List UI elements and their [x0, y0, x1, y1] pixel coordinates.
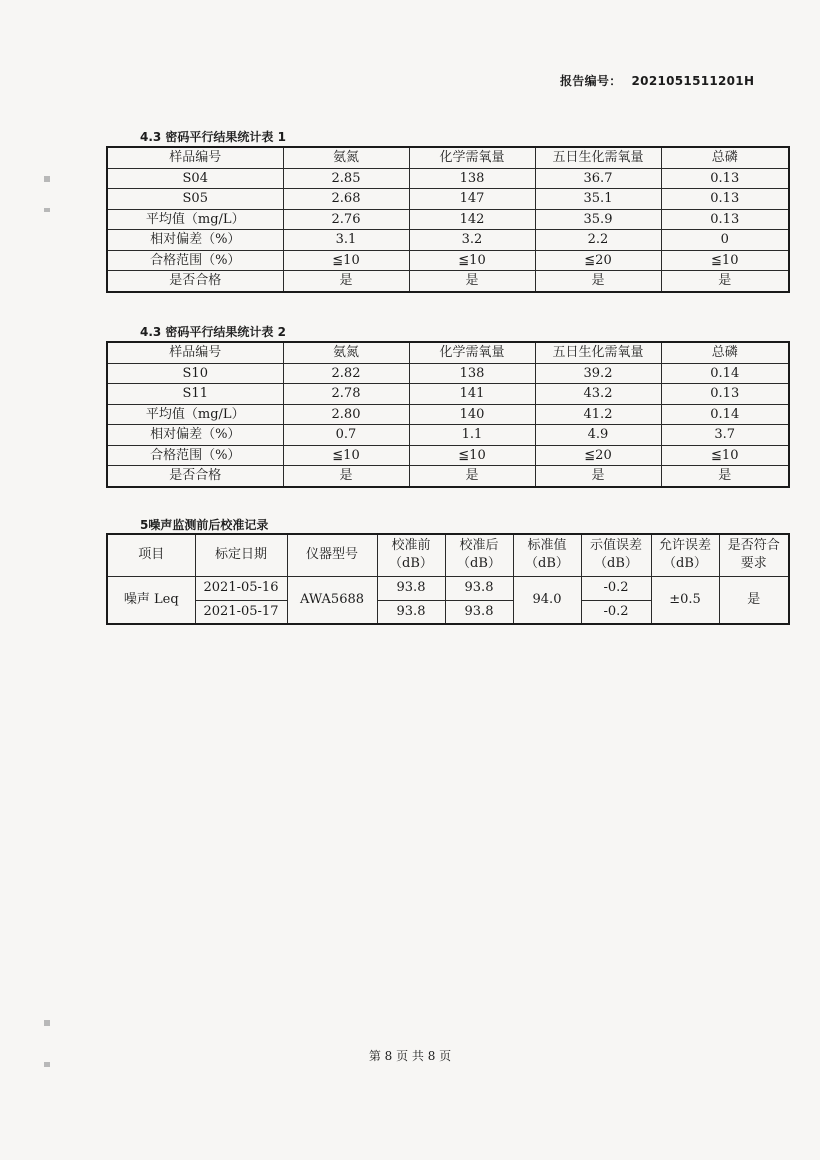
scan-mark	[44, 208, 50, 212]
table-cell: 0.13	[661, 209, 789, 230]
table-row	[107, 384, 789, 405]
table-row	[107, 466, 789, 487]
table3-header-cell: 项目	[107, 534, 195, 576]
table-cell: 147	[409, 189, 535, 210]
table-cell: 35.1	[535, 189, 661, 210]
table-cell: 0.14	[661, 404, 789, 425]
table-row	[107, 271, 789, 292]
table-cell: 0.13	[661, 168, 789, 189]
table-cell: 合格范围（%）	[107, 445, 283, 466]
table3-header-cell: 是否符合要求	[719, 534, 789, 576]
table-cell: 是	[535, 466, 661, 487]
table-row	[107, 445, 789, 466]
table3-header-cell: 仪器型号	[287, 534, 377, 576]
table-cell: ≦20	[535, 445, 661, 466]
table-row	[107, 250, 789, 271]
table1	[106, 146, 790, 293]
table2-header-cell: 样品编号	[107, 342, 283, 363]
table-cell: ≦10	[283, 250, 409, 271]
table-cell: 41.2	[535, 404, 661, 425]
table-cell: S04	[107, 168, 283, 189]
table-cell: 是	[661, 466, 789, 487]
table-cell: 93.8	[377, 576, 445, 600]
table-cell: ≦10	[661, 445, 789, 466]
table-row	[107, 189, 789, 210]
table-row	[107, 168, 789, 189]
table-cell: ±0.5	[651, 576, 719, 624]
table1-header-cell: 五日生化需氧量	[535, 147, 661, 168]
table-cell: 3.2	[409, 230, 535, 251]
table-cell: 2.76	[283, 209, 409, 230]
table-cell: 39.2	[535, 363, 661, 384]
table2-header-cell: 五日生化需氧量	[535, 342, 661, 363]
table-cell: 是	[719, 576, 789, 624]
table-cell: S10	[107, 363, 283, 384]
table-cell: 是否合格	[107, 466, 283, 487]
table-cell: S11	[107, 384, 283, 405]
table-cell: 2.82	[283, 363, 409, 384]
table3-header-cell: 校准前（dB）	[377, 534, 445, 576]
table2-header-cell: 氨氮	[283, 342, 409, 363]
table-cell: 是	[283, 271, 409, 292]
table-cell: 平均值（mg/L）	[107, 404, 283, 425]
table-cell: 0.7	[283, 425, 409, 446]
table1-header-cell: 样品编号	[107, 147, 283, 168]
table-cell: 平均值（mg/L）	[107, 209, 283, 230]
table1-header-cell: 总磷	[661, 147, 789, 168]
table3-header-cell: 标准值（dB）	[513, 534, 581, 576]
table-cell: 0.13	[661, 189, 789, 210]
table-cell: 93.8	[377, 600, 445, 624]
table2-header-cell: 化学需氧量	[409, 342, 535, 363]
table2-caption: 4.3 密码平行结果统计表 2	[140, 325, 286, 339]
table-cell: 2.68	[283, 189, 409, 210]
table-cell: 是	[283, 466, 409, 487]
table2	[106, 341, 790, 488]
table-row	[107, 230, 789, 251]
table-cell: 2.78	[283, 384, 409, 405]
table-cell: AWA5688	[287, 576, 377, 624]
table-cell: ≦10	[409, 445, 535, 466]
table2-header-cell: 总磷	[661, 342, 789, 363]
table-cell: 140	[409, 404, 535, 425]
scan-mark	[44, 1020, 50, 1026]
report-number-label: 报告编号：	[560, 74, 622, 88]
table3-caption: 5噪声监测前后校准记录	[140, 518, 269, 532]
table1-caption: 4.3 密码平行结果统计表 1	[140, 130, 286, 144]
table-cell: 是	[661, 271, 789, 292]
table-cell: 2.85	[283, 168, 409, 189]
table-row	[107, 576, 789, 600]
table-cell: 43.2	[535, 384, 661, 405]
page-number: 第 8 页 共 8 页	[368, 1049, 452, 1063]
table-cell: 噪声 Leq	[107, 576, 195, 624]
table-cell: 是否合格	[107, 271, 283, 292]
table1-header-cell: 氨氮	[283, 147, 409, 168]
table-cell: ≦10	[283, 445, 409, 466]
table-row	[107, 363, 789, 384]
table-cell: S05	[107, 189, 283, 210]
table-cell: ≦20	[535, 250, 661, 271]
table-cell: 0.13	[661, 384, 789, 405]
table-cell: 相对偏差（%）	[107, 425, 283, 446]
table2-header-row	[107, 342, 789, 363]
table-cell: ≦10	[409, 250, 535, 271]
table-cell: 3.1	[283, 230, 409, 251]
table-cell: 0.14	[661, 363, 789, 384]
table3-header-cell: 允许误差（dB）	[651, 534, 719, 576]
table3	[106, 533, 790, 625]
table-cell: 2.2	[535, 230, 661, 251]
table-cell: 合格范围（%）	[107, 250, 283, 271]
report-number	[560, 72, 764, 89]
table-cell: 是	[409, 466, 535, 487]
table1-header-row	[107, 147, 789, 168]
table-cell: 是	[535, 271, 661, 292]
scan-mark	[44, 176, 50, 182]
table-cell: 2021-05-16	[195, 576, 287, 600]
table-cell: 4.9	[535, 425, 661, 446]
table3-header-cell: 示值误差（dB）	[581, 534, 651, 576]
table-cell: 94.0	[513, 576, 581, 624]
table-row	[107, 404, 789, 425]
table-cell: 141	[409, 384, 535, 405]
table-cell: 93.8	[445, 576, 513, 600]
table3-header-cell: 校准后（dB）	[445, 534, 513, 576]
table-cell: 3.7	[661, 425, 789, 446]
table-cell: 是	[409, 271, 535, 292]
table-cell: 相对偏差（%）	[107, 230, 283, 251]
table-cell: 0	[661, 230, 789, 251]
table-cell: 35.9	[535, 209, 661, 230]
table3-header-row	[107, 534, 789, 576]
table1-header-cell: 化学需氧量	[409, 147, 535, 168]
table-cell: 138	[409, 168, 535, 189]
table-cell: 2021-05-17	[195, 600, 287, 624]
table3-header-cell: 标定日期	[195, 534, 287, 576]
report-number-value: 2021051511201H	[631, 74, 755, 88]
table-cell: 138	[409, 363, 535, 384]
table-cell: 1.1	[409, 425, 535, 446]
table-cell: 93.8	[445, 600, 513, 624]
table-cell: 2.80	[283, 404, 409, 425]
table-cell: 36.7	[535, 168, 661, 189]
table-cell: -0.2	[581, 576, 651, 600]
table-cell: ≦10	[661, 250, 789, 271]
table-row	[107, 425, 789, 446]
table-cell: -0.2	[581, 600, 651, 624]
table-cell: 142	[409, 209, 535, 230]
table-row	[107, 209, 789, 230]
